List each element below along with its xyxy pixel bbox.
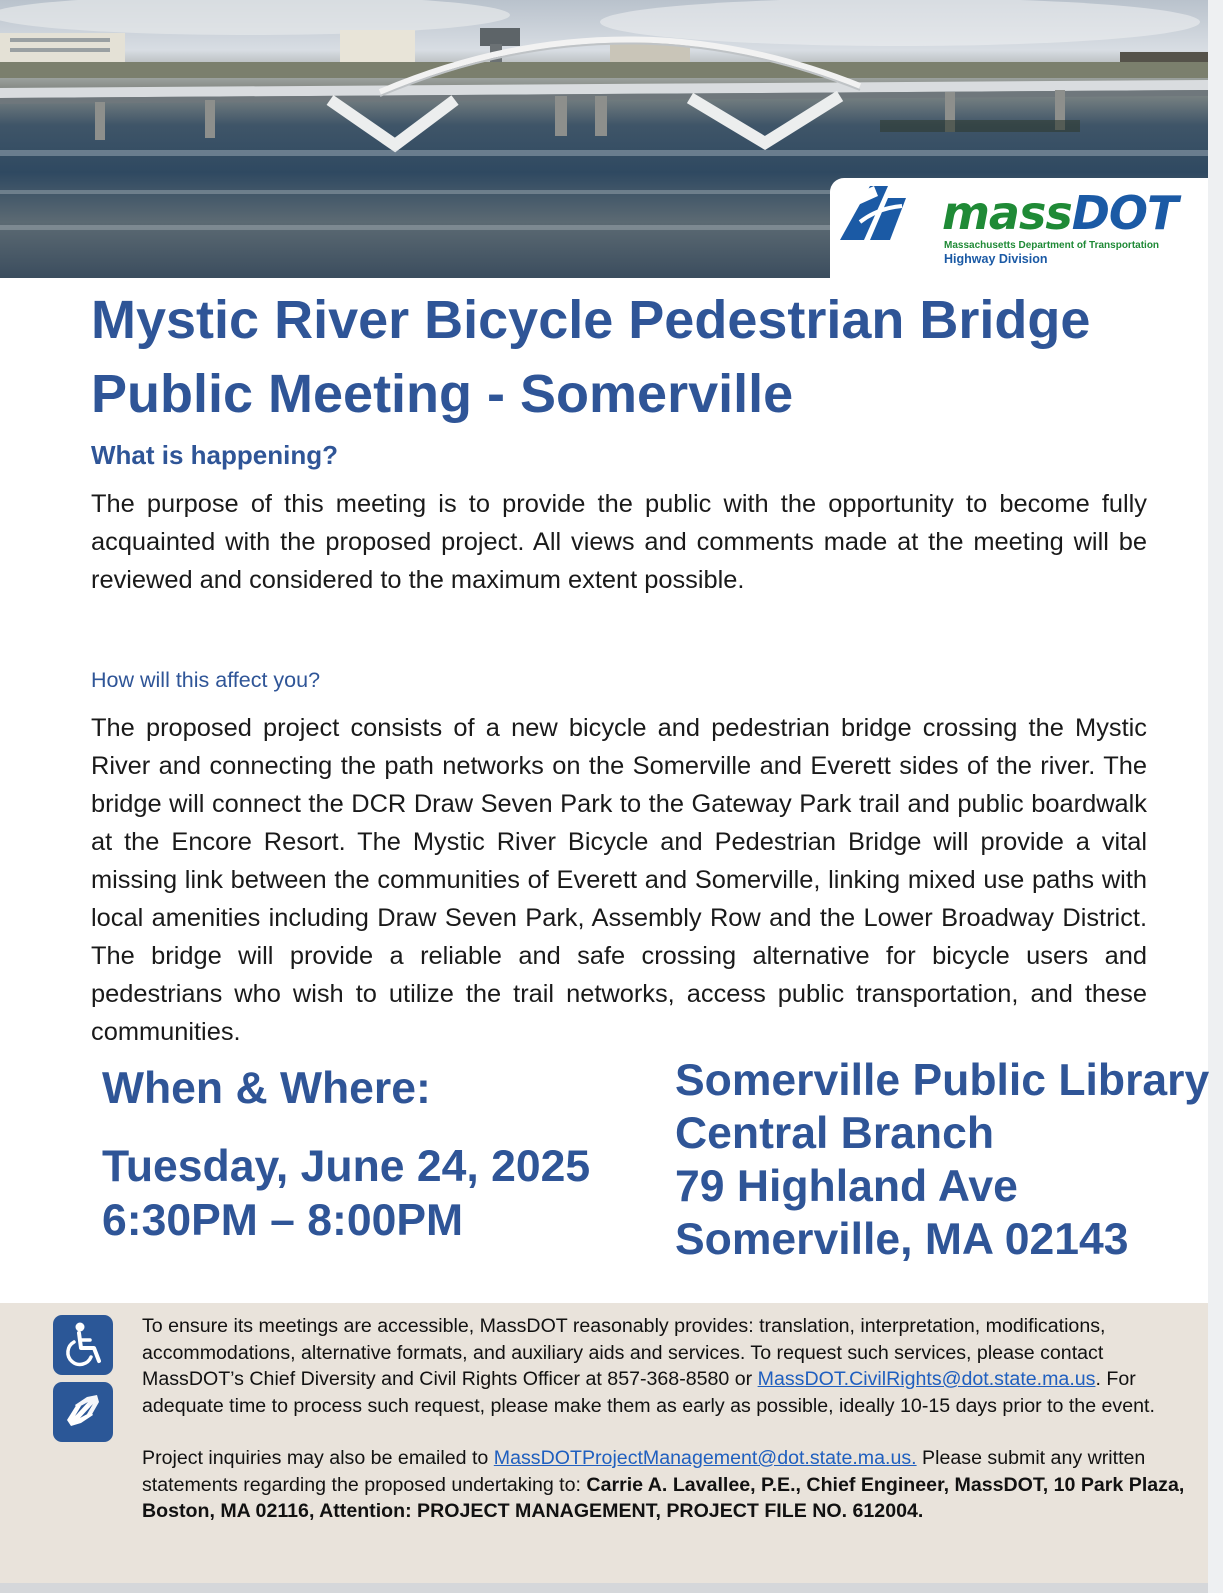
what-paragraph: The purpose of this meeting is to provide the public with the opportunity to become fully acquainted with the proposed project. All views and comments made at the meeting will be reviewed and considered to the maximum extent possible. [91,490,1147,594]
what-heading: What is happening? [91,440,338,470]
inquiry-text-middle: Please submit any written statements regarding the proposed undertaking to: [142,1447,1146,1496]
title-line-2: Public Meeting - Somerville [91,364,794,424]
logo-word-dot: DOT [1071,186,1178,240]
massdot-highway-icon [830,178,910,248]
accessibility-text-start: To ensure its meetings are accessible, MassDOT reasonably provides: translation, interpretation, modifications, accommodations, alternative formats, and auxiliary aids and services. To request such services, please contact MassDOT’s Chief Diversity and Civil Rights Officer at 857-368-8580 or [142,1315,1106,1390]
header-bridge-photo [0,0,1208,278]
venue-street: 79 Highland Ave [675,1162,1018,1211]
submission-address: Carrie A. Lavallee, P.E., Chief Engineer, MassDOT, 10 Park Plaza, Boston, MA 02116, Attention: PROJECT MANAGEMENT, PROJECT FILE NO. 612004. [142,1473,1185,1522]
inquiry-text-start: Project inquiries may also be emailed to [142,1447,494,1469]
accessibility-notice [142,1313,1192,1419]
meeting-date: Tuesday, June 24, 2025 [102,1142,591,1191]
logo-division: Highway Division [944,252,1048,266]
logo-wordmark [942,186,1178,240]
accessibility-text-end: . For adequate time to process such request, please make them as early as possible, ideally 10-15 days prior to the event. [142,1368,1155,1417]
how-heading: How will this affect you? [91,668,321,692]
venue-city: Somerville, MA 02143 [675,1215,1129,1264]
page-edge [1208,0,1223,1593]
project-inquiries-notice [142,1445,1192,1525]
how-paragraph: The proposed project consists of a new bicycle and pedestrian bridge crossing the Mystic River and connecting the path networks on the Somerville and Everett sides of the river. The bridge will connect the DCR Draw Seven Park to the Gateway Park trail and public boardwalk at the Encore Resort. The Mystic River Bicycle and Pedestrian Bridge will provide a vital missing link between the communities of Everett and Somerville, linking mixed use paths with local amenities including Draw Seven Park, Assembly Row and the Lower Broadway District. The bridge will provide a reliable and safe crossing alternative for bicycle users and pedestrians who wish to utilize the trail networks, access public transportation, and these communities. [91,714,1147,1046]
when-where-heading: When & Where: [102,1064,431,1113]
meeting-time: 6:30PM – 8:00PM [102,1196,464,1245]
logo-subtitle: Massachusetts Department of Transportation [944,240,1160,251]
page-bottom-edge [0,1583,1208,1593]
civil-rights-email-link[interactable]: MassDOT.CivilRights@dot.state.ma.us [757,1368,1096,1390]
venue-branch: Central Branch [675,1109,994,1158]
project-management-email-link[interactable]: MassDOTProjectManagement@dot.state.ma.us. [493,1447,917,1469]
meeting-datetime [102,1140,590,1248]
wheelchair-accessibility-icon [53,1315,113,1375]
title-line-1: Mystic River Bicycle Pedestrian Bridge [91,290,1091,350]
meeting-location [675,1054,1209,1266]
venue-name: Somerville Public Library [675,1056,1210,1105]
page-title [91,283,1191,431]
sign-language-icon [53,1382,113,1442]
logo-word-mass: mass [942,186,1072,240]
massdot-logo [830,178,1208,278]
footer-text [142,1313,1192,1525]
